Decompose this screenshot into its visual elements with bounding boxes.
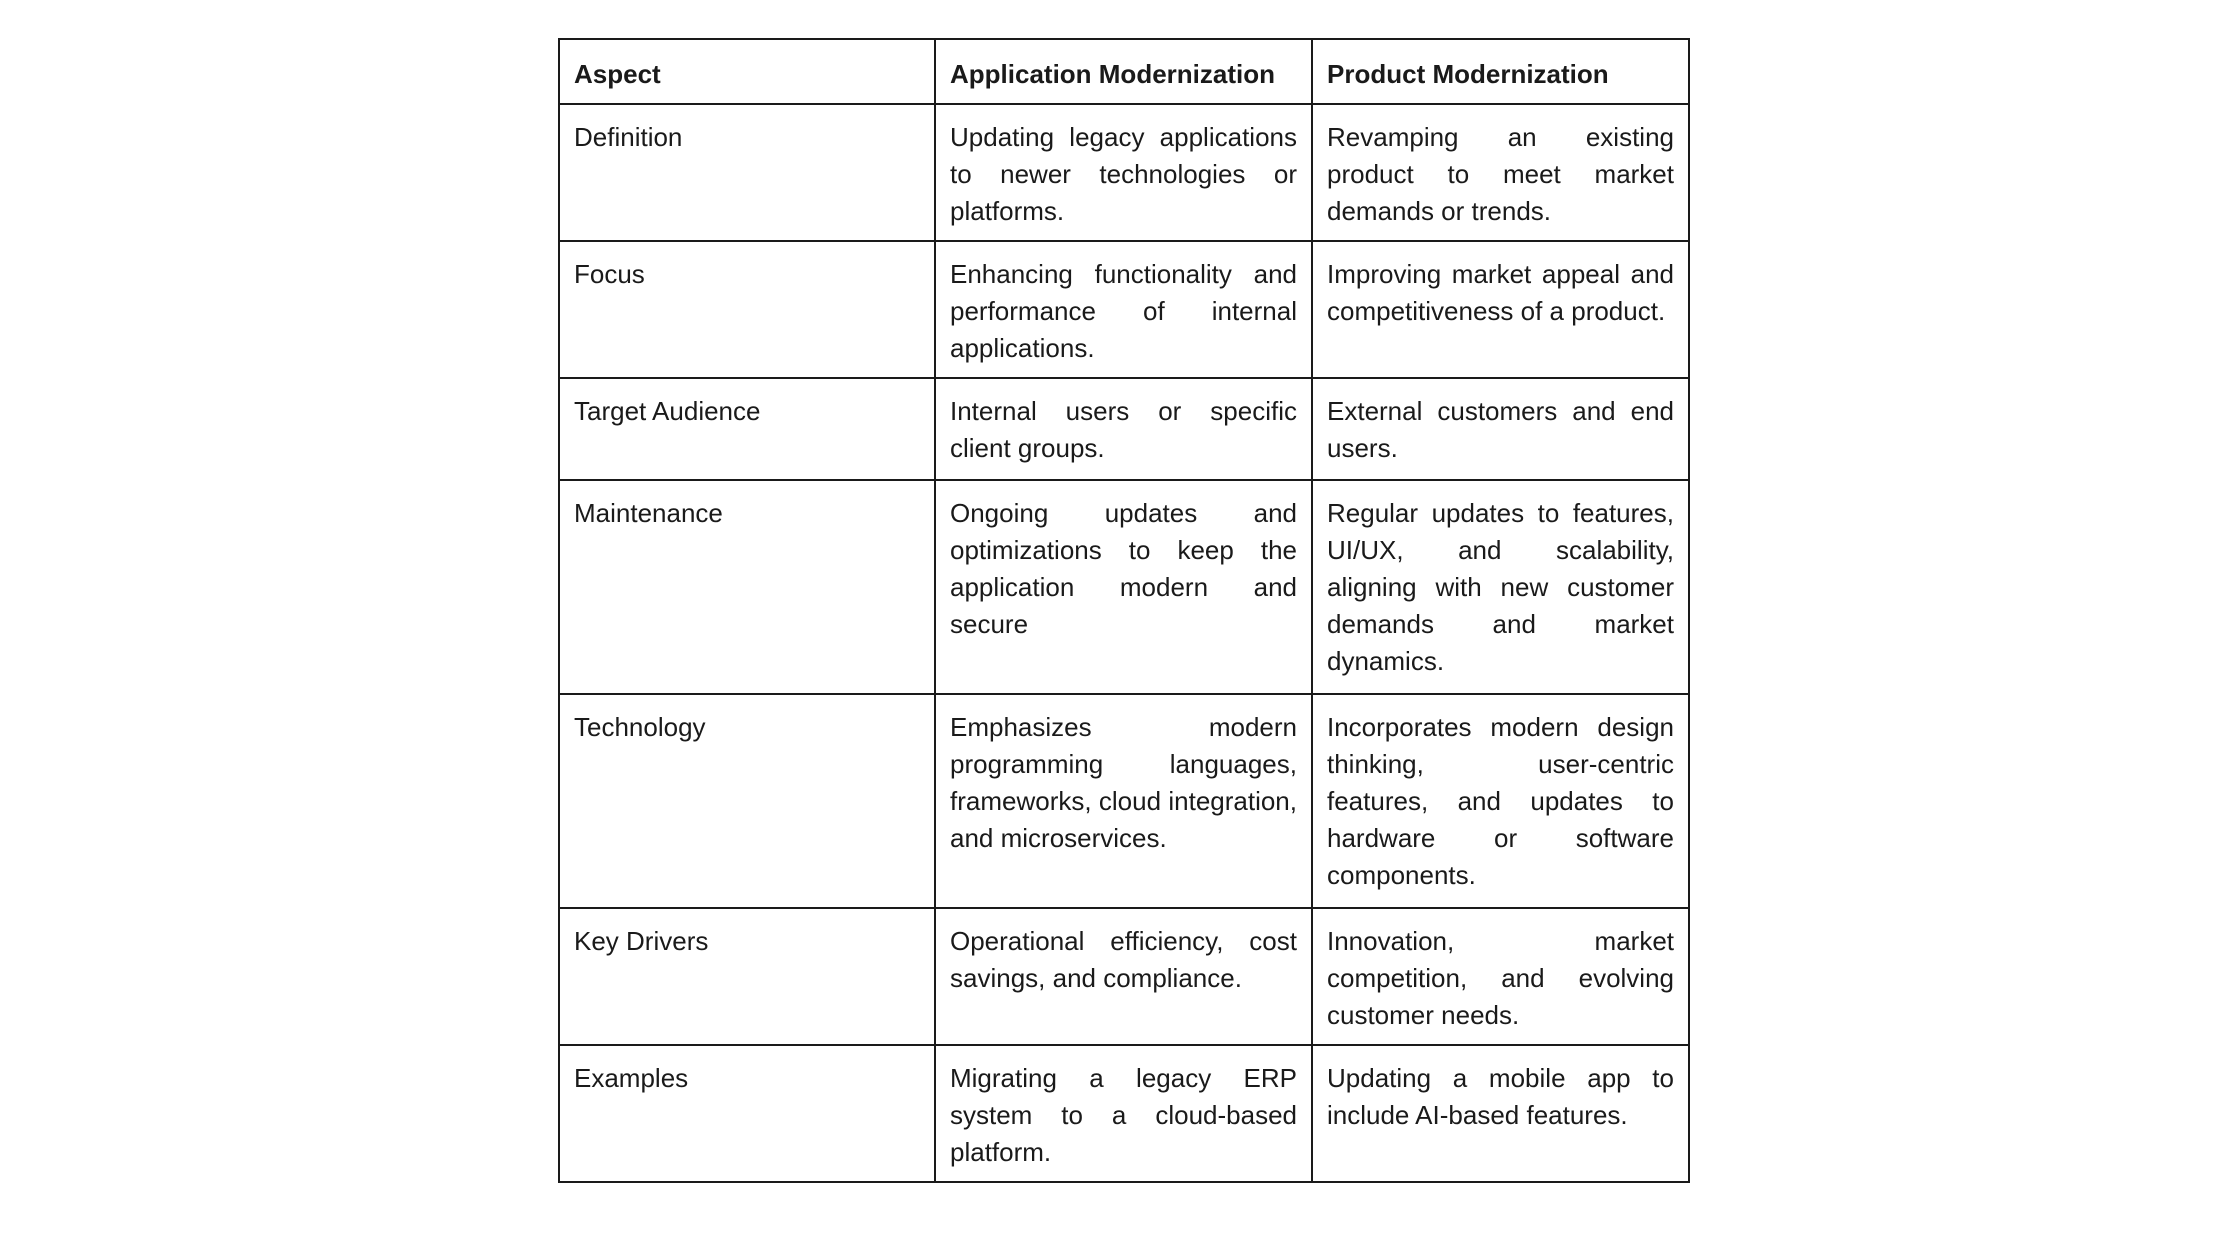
table-row (559, 908, 1689, 1045)
product-cell: Regular updates to features, UI/UX, and scalability, aligning with new customer demands and market dynamics. (1312, 480, 1689, 694)
header-product-modernization: Product Modernization (1312, 39, 1689, 104)
table-header-row (559, 39, 1689, 104)
table-row (559, 694, 1689, 908)
application-cell: Migrating a legacy ERP system to a cloud-based platform. (935, 1045, 1312, 1182)
comparison-table (558, 38, 1690, 1183)
row-aspect-cell: Maintenance (559, 480, 935, 694)
table-row (559, 1045, 1689, 1182)
header-aspect: Aspect (559, 39, 935, 104)
application-cell: Emphasizes modern programming languages, frameworks, cloud integration, and microservices. (935, 694, 1312, 908)
product-cell: Improving market appeal and competitiveness of a product. (1312, 241, 1689, 378)
table-row (559, 480, 1689, 694)
row-aspect-cell: Technology (559, 694, 935, 908)
application-cell: Ongoing updates and optimizations to keep the application modern and secure (935, 480, 1312, 694)
product-cell: Incorporates modern design thinking, user-centric features, and updates to hardware or software components. (1312, 694, 1689, 908)
row-aspect-cell: Focus (559, 241, 935, 378)
application-cell: Internal users or specific client groups. (935, 378, 1312, 480)
table-row (559, 104, 1689, 241)
application-cell: Enhancing functionality and performance of internal applications. (935, 241, 1312, 378)
product-cell: Innovation, market competition, and evolving customer needs. (1312, 908, 1689, 1045)
comparison-table-container (558, 38, 1688, 1183)
application-cell: Updating legacy applications to newer technologies or platforms. (935, 104, 1312, 241)
product-cell: Revamping an existing product to meet market demands or trends. (1312, 104, 1689, 241)
header-application-modernization: Application Modernization (935, 39, 1312, 104)
table-row (559, 241, 1689, 378)
table-row (559, 378, 1689, 480)
application-cell: Operational efficiency, cost savings, and compliance. (935, 908, 1312, 1045)
product-cell: Updating a mobile app to include AI-based features. (1312, 1045, 1689, 1182)
row-aspect-cell: Target Audience (559, 378, 935, 480)
row-aspect-cell: Key Drivers (559, 908, 935, 1045)
row-aspect-cell: Definition (559, 104, 935, 241)
product-cell: External customers and end users. (1312, 378, 1689, 480)
row-aspect-cell: Examples (559, 1045, 935, 1182)
